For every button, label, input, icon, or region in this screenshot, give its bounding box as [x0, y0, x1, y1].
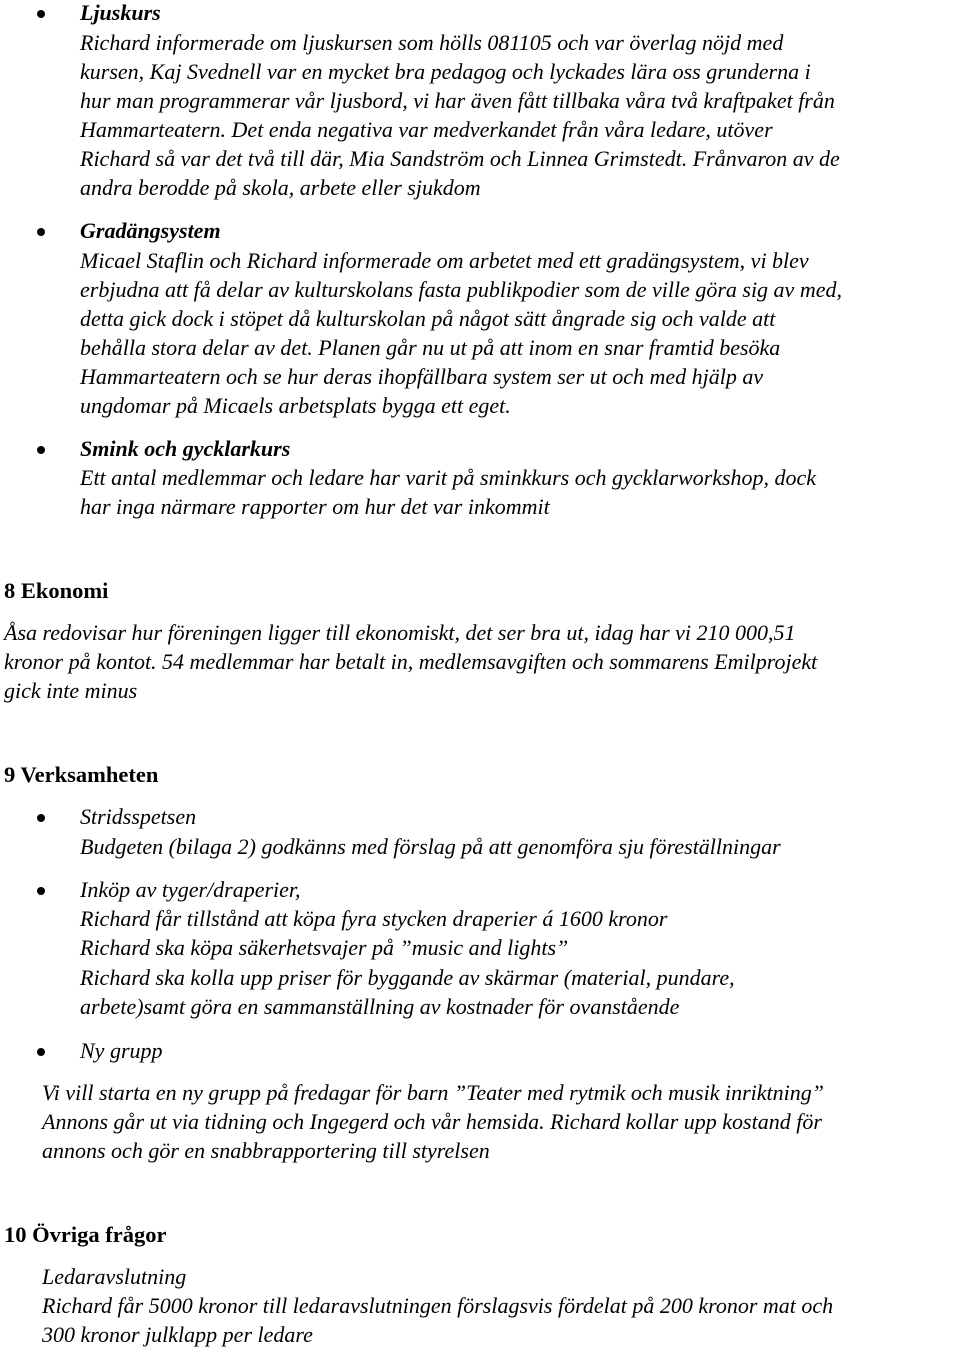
ekonomi-line-3: gick inte minus [4, 678, 138, 703]
bullet-smink [37, 446, 45, 454]
heading-ljuskurs: Ljuskurs [80, 0, 161, 25]
heading-smink: Smink och gycklarkurs [80, 436, 291, 461]
ljuskurs-line-6: andra berodde på skola, arbete eller sjukdom [80, 175, 481, 200]
gradangsystem-line-6: ungdomar på Micaels arbetsplats bygga ett eget. [80, 393, 511, 418]
ljuskurs-line-2: kursen, Kaj Svednell var en mycket bra pedagog och lyckades lära oss grunderna i [80, 59, 811, 84]
heading-ovriga-fragor: 10 Övriga frågor [4, 1222, 167, 1247]
gradangsystem-line-4: behålla stora delar av det. Planen går nu ut på att inom en snar framtid besöka [80, 335, 781, 360]
inkop-line-1: Richard får tillstånd att köpa fyra stycken draperier á 1600 kronor [80, 906, 668, 931]
stridsspetsen-line-1: Budgeten (bilaga 2) godkänns med förslag på att genomföra sju föreställningar [80, 834, 781, 859]
ovriga-line-1: Richard får 5000 kronor till ledaravslutningen förslagsvis fördelat på 200 kronor mat och [42, 1293, 834, 1318]
heading-gradangsystem: Gradängsystem [80, 218, 221, 243]
bullet-ljuskurs [37, 10, 45, 18]
gradangsystem-line-1: Micael Staflin och Richard informerade om arbetet med ett gradängsystem, vi blev [80, 248, 809, 273]
subheading-ledaravslutning: Ledaravslutning [42, 1264, 187, 1289]
ny-grupp-line-1: Vi vill starta en ny grupp på fredagar för barn ”Teater med rytmik och musik inriktning” [42, 1080, 824, 1105]
gradangsystem-line-2: erbjudna att få delar av kulturskolans fasta publikpodier som de ville göra sig av med, [80, 277, 842, 302]
ekonomi-line-1: Åsa redovisar hur föreningen ligger till ekonomiskt, det ser bra ut, idag har vi 210 000,51 [4, 620, 796, 645]
ovriga-line-2: 300 kronor julklapp per ledare [42, 1322, 313, 1347]
gradangsystem-line-5: Hammarteatern och se hur deras ihopfällbara system ser ut och med hjälp av [80, 364, 764, 389]
bullet-ny-grupp [37, 1048, 45, 1056]
ljuskurs-line-3: hur man programmerar vår ljusbord, vi har även fått tillbaka våra två kraftpaket från [80, 88, 835, 113]
inkop-line-3: Richard ska kolla upp priser för byggande av skärmar (material, pundare, [80, 965, 735, 990]
gradangsystem-line-3: detta gick dock i stöpet då kulturskolan på något sätt ångrade sig och valde att [80, 306, 776, 331]
smink-line-1: Ett antal medlemmar och ledare har varit på sminkkurs och gycklarworkshop, dock [80, 465, 817, 490]
ekonomi-line-2: kronor på kontot. 54 medlemmar har betalt in, medlemsavgiften och sommarens Emilprojekt [4, 649, 818, 674]
heading-ekonomi: 8 Ekonomi [4, 578, 109, 603]
smink-line-2: har inga närmare rapporter om hur det var inkommit [80, 494, 550, 519]
inkop-line-2: Richard ska köpa säkerhetsvajer på ”music and lights” [80, 935, 569, 960]
ljuskurs-line-4: Hammarteatern. Det enda negativa var medverkandet från våra ledare, utöver [80, 117, 773, 142]
ljuskurs-line-1: Richard informerade om ljuskursen som hölls 081105 och var överlag nöjd med [80, 30, 784, 55]
heading-verksamheten: 9 Verksamheten [4, 762, 159, 787]
bullet-stridsspetsen [37, 814, 45, 822]
ny-grupp-line-2: Annons går ut via tidning och Ingegerd och vår hemsida. Richard kollar upp kostand för [42, 1109, 822, 1134]
heading-inkop: Inköp av tyger/draperier, [80, 877, 301, 902]
ny-grupp-line-3: annons och gör en snabbrapportering till styrelsen [42, 1138, 490, 1163]
heading-ny-grupp: Ny grupp [80, 1038, 163, 1063]
bullet-inkop [37, 887, 45, 895]
ljuskurs-line-5: Richard så var det två till där, Mia Sandström och Linnea Grimstedt. Frånvaron av de [80, 146, 840, 171]
heading-stridsspetsen: Stridsspetsen [80, 804, 197, 829]
bullet-gradangsystem [37, 228, 45, 236]
inkop-line-4: arbete)samt göra en sammanställning av kostnader för ovanstående [80, 994, 680, 1019]
